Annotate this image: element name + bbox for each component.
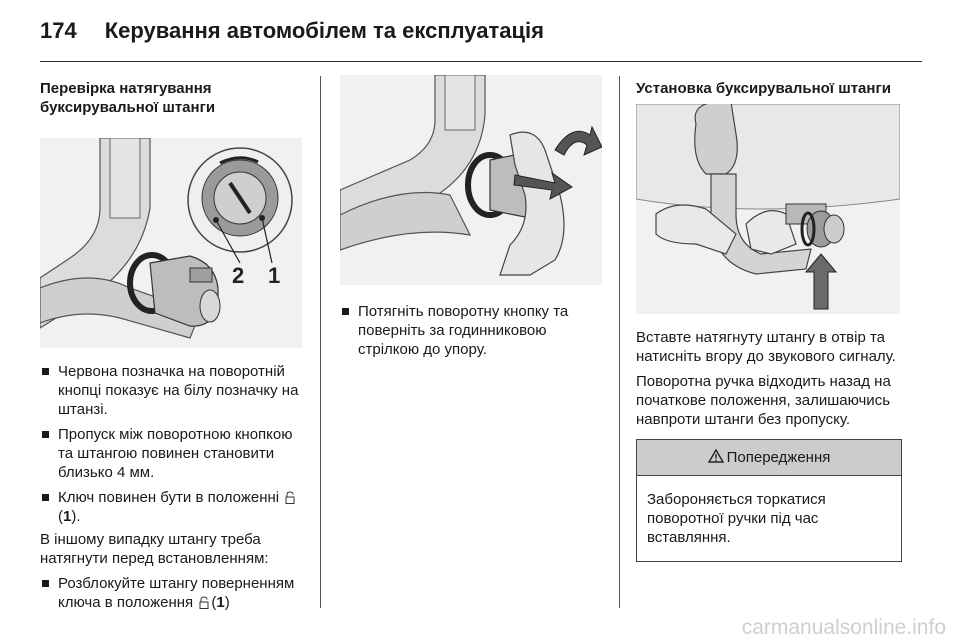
list-item: Потягніть поворотну кнопку та поверніть за годинниковою стрілкою до упору. <box>340 302 608 359</box>
warning-header <box>637 440 901 476</box>
header-rule <box>40 61 922 62</box>
page-title: Керування автомобілем та експлуатація <box>104 18 544 43</box>
unlock-key-icon <box>285 491 295 504</box>
figure-label-1: 1 <box>268 263 281 288</box>
paren-close: ). <box>71 508 81 525</box>
warning-box <box>636 439 902 562</box>
column-divider-1 <box>320 76 321 608</box>
rotate-list <box>340 302 608 359</box>
unlock-key-icon <box>199 596 209 609</box>
page-header <box>40 18 544 44</box>
heading-line-1: Перевірка натягування <box>40 80 212 97</box>
list-item: Червона позначка на поворотній кнопці показує на білу позначку на штанзі. <box>40 362 302 419</box>
list-item-text: Ключ повинен бути в положенні <box>58 489 280 506</box>
paren-open: ( <box>211 594 217 611</box>
list-item <box>40 488 302 526</box>
column-divider-2 <box>619 76 620 608</box>
column-2 <box>340 79 608 365</box>
paren-close: ) <box>224 594 230 611</box>
warning-text: Забороняється торкатися поворотної ручки під час вставляння. <box>647 491 826 546</box>
figure-label-2: 2 <box>232 263 245 288</box>
heading-line-2: буксирувальної штанги <box>40 99 216 116</box>
list-item <box>40 574 302 612</box>
page-number: 174 <box>40 18 77 43</box>
install-paragraph-1: Вставте натягнуту штангу в отвір та натисніть вгору до звукового сигналу. <box>636 329 896 365</box>
reference-number: 1 <box>63 508 72 525</box>
warning-triangle-icon <box>708 449 724 463</box>
paren-open: ( <box>58 508 63 525</box>
column-3 <box>636 79 902 562</box>
rotate-knob-illustration <box>340 75 602 285</box>
tow-bar-install-illustration <box>636 104 900 314</box>
sub-list <box>40 574 302 612</box>
watermark: carmanualsonline.info <box>741 616 946 639</box>
column-1 <box>40 79 302 618</box>
instruction-paragraph: В іншому випадку штангу треба натягнути перед встановленням: <box>40 531 269 567</box>
section-heading-check <box>40 79 302 117</box>
list-item: Пропуск між поворотною кнопкою та штангою повинен становити близько 4 мм. <box>40 425 302 482</box>
tow-bar-check-illustration <box>40 138 302 348</box>
check-list <box>40 362 302 526</box>
install-paragraph-2: Поворотна ручка відходить назад на початкове положення, залишаючись навпроти штанги без пропуску. <box>636 373 891 428</box>
reference-number: 1 <box>216 594 225 611</box>
section-heading-install: Установка буксирувальної штанги <box>636 80 891 97</box>
list-item-text: Розблокуйте штангу поверненням ключа в положення <box>58 575 295 611</box>
warning-title: Попередження <box>726 449 831 466</box>
